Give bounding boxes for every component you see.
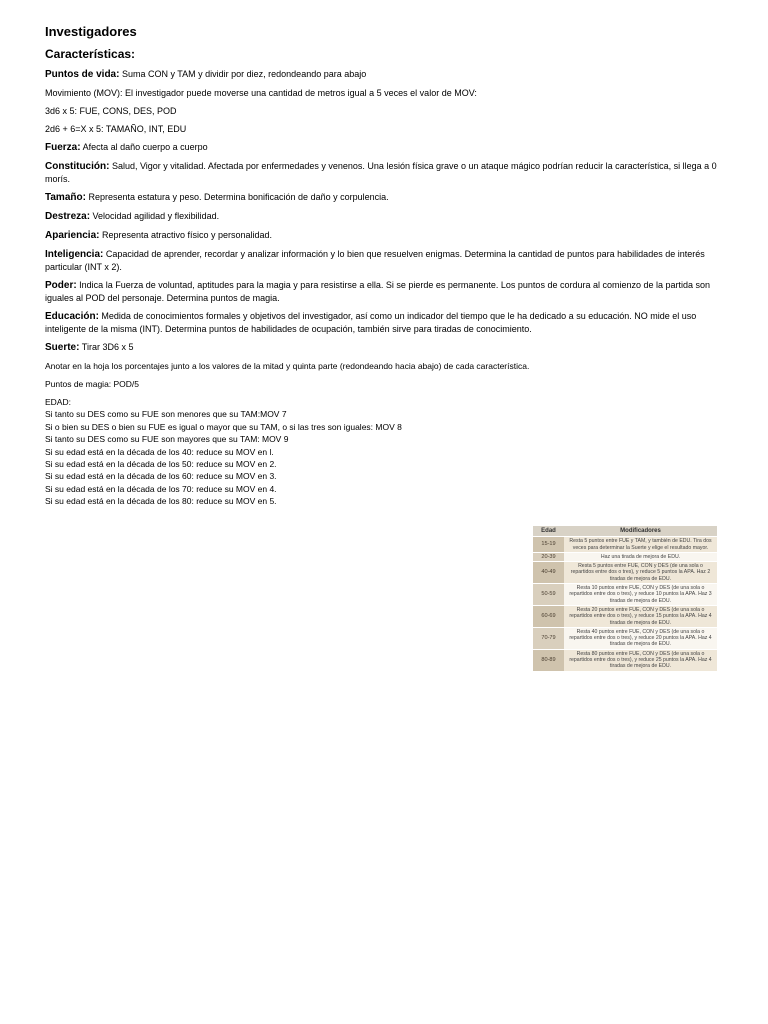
edad-line: Si su edad está en la década de los 80: reduce su MOV en 5.	[45, 496, 277, 507]
term-label: Apariencia:	[45, 230, 100, 241]
table-row	[533, 552, 717, 561]
age-cell: 70-79	[533, 627, 564, 649]
paragraph-suerte	[45, 341, 725, 354]
modifier-cell: Resta 5 puntos entre FUE, CON y DES (de una sola o repartidos entre dos o tres), y reduce 5 puntos la APA. Haz 2 tiradas de mejora de EDU.	[564, 562, 717, 584]
paragraph-2d6	[45, 123, 725, 135]
edad-line: Si o bien su DES o bien su FUE es igual o mayor que su TAM, o si las tres son iguales: MOV 8	[45, 421, 402, 432]
term-label: Puntos de vida:	[45, 69, 120, 80]
term-text: Tirar 3D6 x 5	[79, 342, 134, 352]
paragraph-puntos-de-vida	[45, 68, 725, 81]
term-text: Salud, Vigor y vitalidad. Afectada por enfermedades y venenos. Una lesión física grave o un ataque mágico podrían reducir la característica, si llega a 0 morís.	[45, 161, 717, 184]
term-text: Representa estatura y peso. Determina bonificación de daño y corpulencia.	[85, 192, 389, 202]
paragraph-tamano	[45, 191, 725, 204]
modifier-cell: Haz una tirada de mejora de EDU.	[564, 552, 717, 561]
paragraph-educacion	[45, 310, 725, 335]
term-text: Capacidad de aprender, recordar y analizar información y lo bien que resuelven enigmas. Determina la cantidad de puntos para habilidades de interés particular (INT x 2).	[45, 249, 705, 272]
age-cell: 40-49	[533, 562, 564, 584]
note-puntos-magia: Puntos de magia: POD/5	[45, 379, 140, 389]
term-text: Suma CON y TAM y dividir por diez, redondeando para abajo	[119, 69, 367, 79]
paragraph-3d6	[45, 105, 725, 117]
paragraph-movimiento	[45, 87, 725, 99]
table-row	[533, 562, 717, 584]
document-page	[45, 24, 725, 508]
term-label: Tamaño:	[45, 192, 86, 203]
edad-line: Si tanto su DES como su FUE son menores que su TAM:MOV 7	[45, 409, 287, 420]
modifier-cell: Resta 40 puntos entre FUE, CON y DES (de una sola o repartidos entre dos o tres), y reduce 20 puntos la APA. Haz 4 tiradas de mejora de EDU.	[564, 627, 717, 649]
edad-line: Si tanto su DES como su FUE son mayores que su TAM: MOV 9	[45, 434, 289, 445]
term-text: 3d6 x 5: FUE, CONS, DES, POD	[45, 106, 177, 116]
edad-line: EDAD:	[45, 397, 71, 407]
paragraph-constitucion	[45, 160, 725, 185]
term-text: Movimiento (MOV): El investigador puede moverse una cantidad de metros igual a 5 veces el valor de MOV:	[45, 88, 477, 98]
age-cell: 80-89	[533, 649, 564, 670]
paragraph-fuerza	[45, 141, 725, 154]
edad-line: Si su edad está en la década de los 60: reduce su MOV en 3.	[45, 471, 277, 482]
page-title: Investigadores	[45, 24, 137, 39]
age-cell: 60-69	[533, 605, 564, 627]
term-text: Afecta al daño cuerpo a cuerpo	[80, 142, 208, 152]
age-modifiers-table	[533, 526, 717, 671]
modifier-cell: Resta 20 puntos entre FUE, CON y DES (de una sola o repartidos entre dos o tres), y reduce 15 puntos la APA. Haz 4 tiradas de mejora de EDU.	[564, 605, 717, 627]
edad-line: Si su edad está en la década de los 40: reduce su MOV en l.	[45, 446, 274, 457]
term-text: Medida de conocimientos formales y objetivos del investigador, así como un indicador del tiempo que le ha dedicado a su educación. NO mide el uso inteligente de la misma (INT). Determina puntos de habilidades de ocupación, también sirve para tiradas de conocimiento.	[45, 311, 697, 334]
modifier-cell: Resta 10 puntos entre FUE, CON y DES (de una sola o repartidos entre dos o tres), y reduce 10 puntos la APA. Haz 3 tiradas de mejora de EDU.	[564, 584, 717, 606]
term-label: Inteligencia:	[45, 249, 104, 260]
edad-line: Si su edad está en la década de los 50: reduce su MOV en 2.	[45, 459, 277, 470]
term-text: Velocidad agilidad y flexibilidad.	[90, 211, 220, 221]
table-row	[533, 605, 717, 627]
table-row	[533, 627, 717, 649]
table-row	[533, 537, 717, 553]
note-porcentajes: Anotar en la hoja los porcentajes junto a los valores de la mitad y quinta parte (redondeando hacia abajo) de cada característica.	[45, 361, 530, 371]
age-cell: 20-39	[533, 552, 564, 561]
modifier-cell: Resta 5 puntos entre FUE y TAM, y también de EDU. Tira dos veces para determinar la Suerte y elige el resultado mayor.	[564, 537, 717, 553]
modifier-cell: Resta 80 puntos entre FUE, CON y DES (de una sola o repartidos entre dos o tres), y reduce 25 puntos la APA. Haz 4 tiradas de mejora de EDU.	[564, 649, 717, 670]
age-cell: 15-19	[533, 537, 564, 553]
edad-line: Si su edad está en la década de los 70: reduce su MOV en 4.	[45, 483, 277, 494]
edad-section	[45, 396, 725, 508]
header-edad: Edad	[533, 526, 564, 537]
term-text: 2d6 + 6=X x 5: TAMAÑO, INT, EDU	[45, 124, 187, 134]
paragraph-poder	[45, 279, 725, 304]
paragraph-destreza	[45, 210, 725, 223]
term-label: Fuerza:	[45, 142, 81, 153]
section-heading: Características:	[45, 47, 136, 61]
paragraph-inteligencia	[45, 248, 725, 273]
term-text: Indica la Fuerza de voluntad, aptitudes para la magia y para resistirse a ella. Si se pierde es permanente. Los puntos de cordura al comienzo de la partida son iguales al POD del personaje. Determina puntos de magia.	[45, 280, 711, 303]
table-row	[533, 584, 717, 606]
term-label: Constitución:	[45, 161, 110, 172]
term-text: Representa atractivo físico y personalidad.	[99, 230, 273, 240]
term-label: Educación:	[45, 311, 99, 322]
term-label: Suerte:	[45, 342, 80, 353]
table-row	[533, 649, 717, 670]
term-label: Poder:	[45, 280, 77, 291]
age-cell: 50-59	[533, 584, 564, 606]
characteristics-list	[45, 68, 725, 354]
table-header-row	[533, 526, 717, 537]
term-label: Destreza:	[45, 211, 91, 222]
paragraph-apariencia	[45, 229, 725, 242]
header-modificadores: Modificadores	[564, 526, 717, 537]
